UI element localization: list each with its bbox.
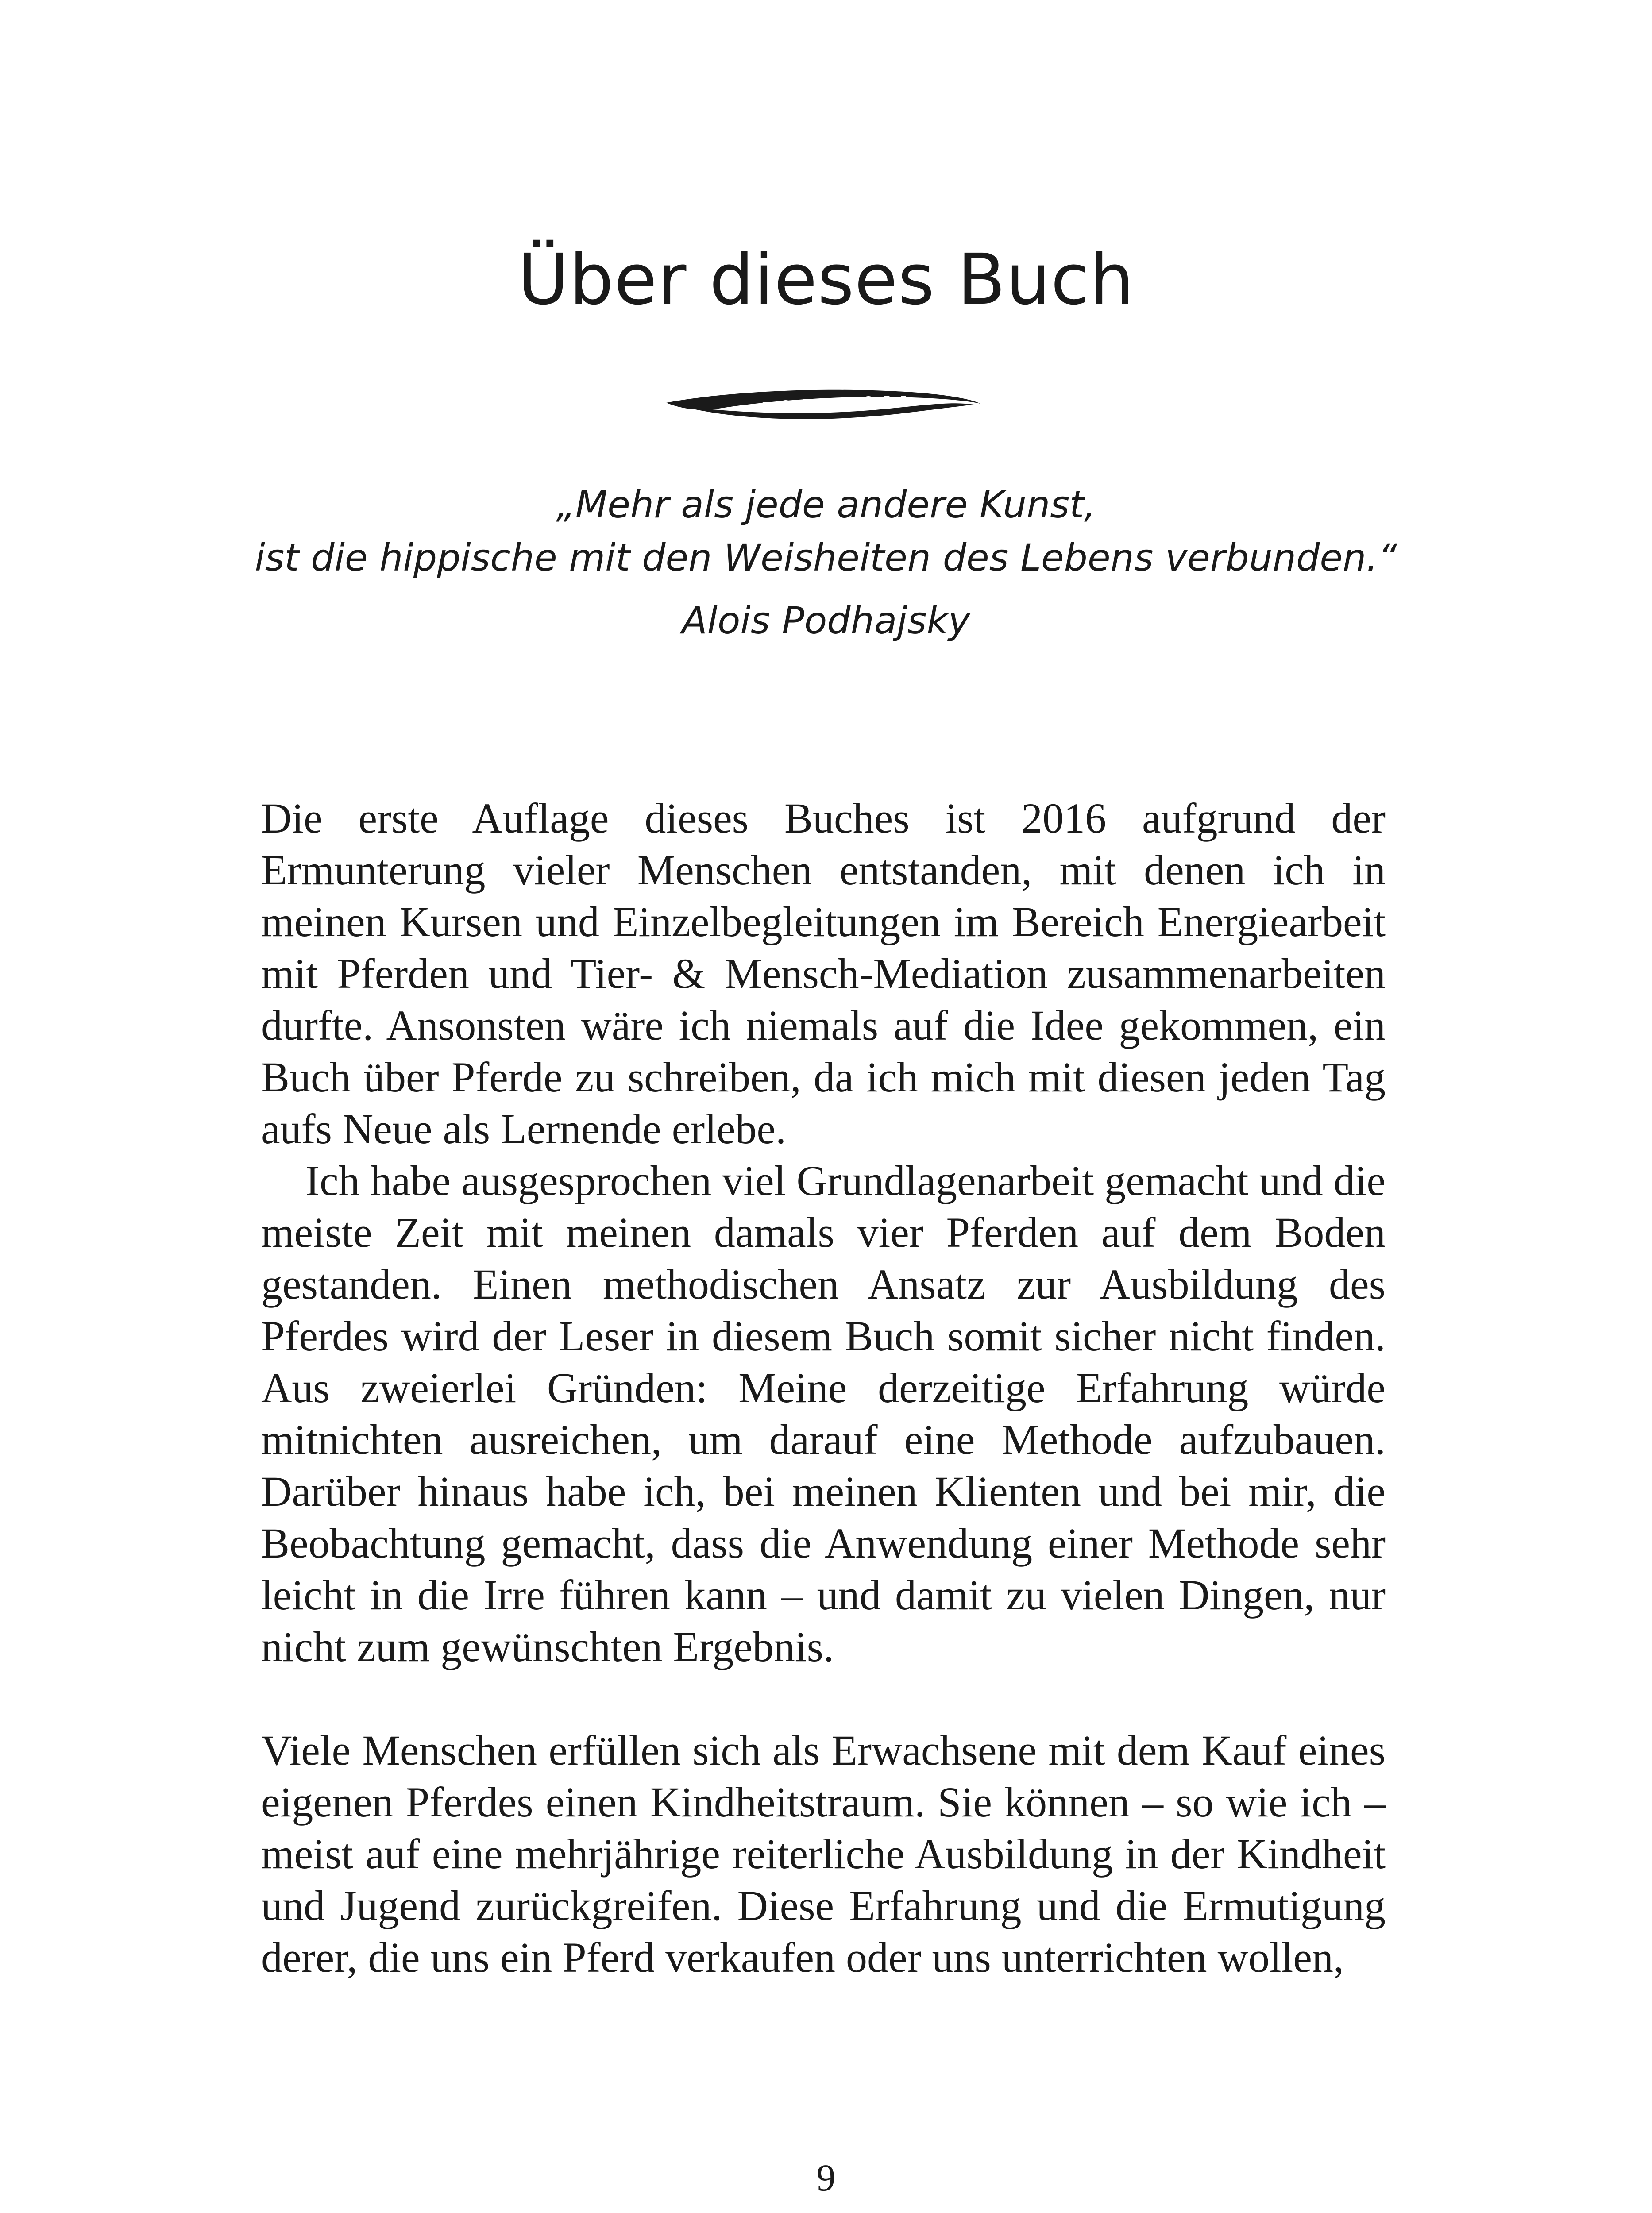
feather-ornament-icon: [664, 381, 983, 425]
page-number: 9: [816, 2156, 836, 2199]
epigraph-line: „Mehr als jede andere Kunst,: [556, 483, 1096, 526]
paragraph: Viele Menschen erfüllen sich als Erwachsene mit dem Kauf eines eigenen Pferdes einen Kindheitstraum. Sie können – so wie ich – meist auf eine mehrjährige reiterliche Ausbildung in der Kindheit und Jugend zurückgreifen. Diese Erfahrung und die Ermutigung derer, die uns ein Pferd verkaufen oder uns unterrichten wollen,: [261, 1727, 1386, 1981]
paragraph: Ich habe ausgesprochen viel Grundlagenarbeit gemacht und die meiste Zeit mit meinen damals vier Pferden auf dem Boden gestanden. Einen methodischen Ansatz zur Ausbildung des Pferdes wird der Leser in diesem Buch somit sicher nicht finden. Aus zweierlei Gründen: Meine derzeitige Erfahrung würde mitnichten ausreichen, um darauf eine Methode aufzubauen. Darüber hinaus habe ich, bei meinen Klienten und bei mir, die Beobachtung gemacht, dass die Anwendung einer Methode sehr leicht in die Irre führen kann – und damit zu vielen Dingen, nur nicht zum gewünschten Ergebnis.: [261, 1157, 1386, 1670]
epigraph-line: ist die hippische mit den Weisheiten des Lebens verbunden.“: [255, 536, 1397, 579]
epigraph-author: Alois Podhajsky: [682, 599, 970, 642]
paragraph: Die erste Auflage dieses Buches ist 2016 aufgrund der Ermunterung vieler Menschen entstanden, mit denen ich in meinen Kursen und Einzelbegleitungen im Bereich Energiearbeit mit Pferden und Tier- & Mensch-Mediation zusammenarbeiten durfte. Ansonsten wäre ich niemals auf die Idee gekommen, ein Buch über Pferde zu schreiben, da ich mich mit diesen jeden Tag aufs Neue als Lernende erlebe.: [261, 794, 1386, 1153]
chapter-title: Über dieses Buch: [517, 239, 1135, 320]
body-text: [261, 792, 1386, 1983]
epigraph: [0, 478, 1652, 647]
